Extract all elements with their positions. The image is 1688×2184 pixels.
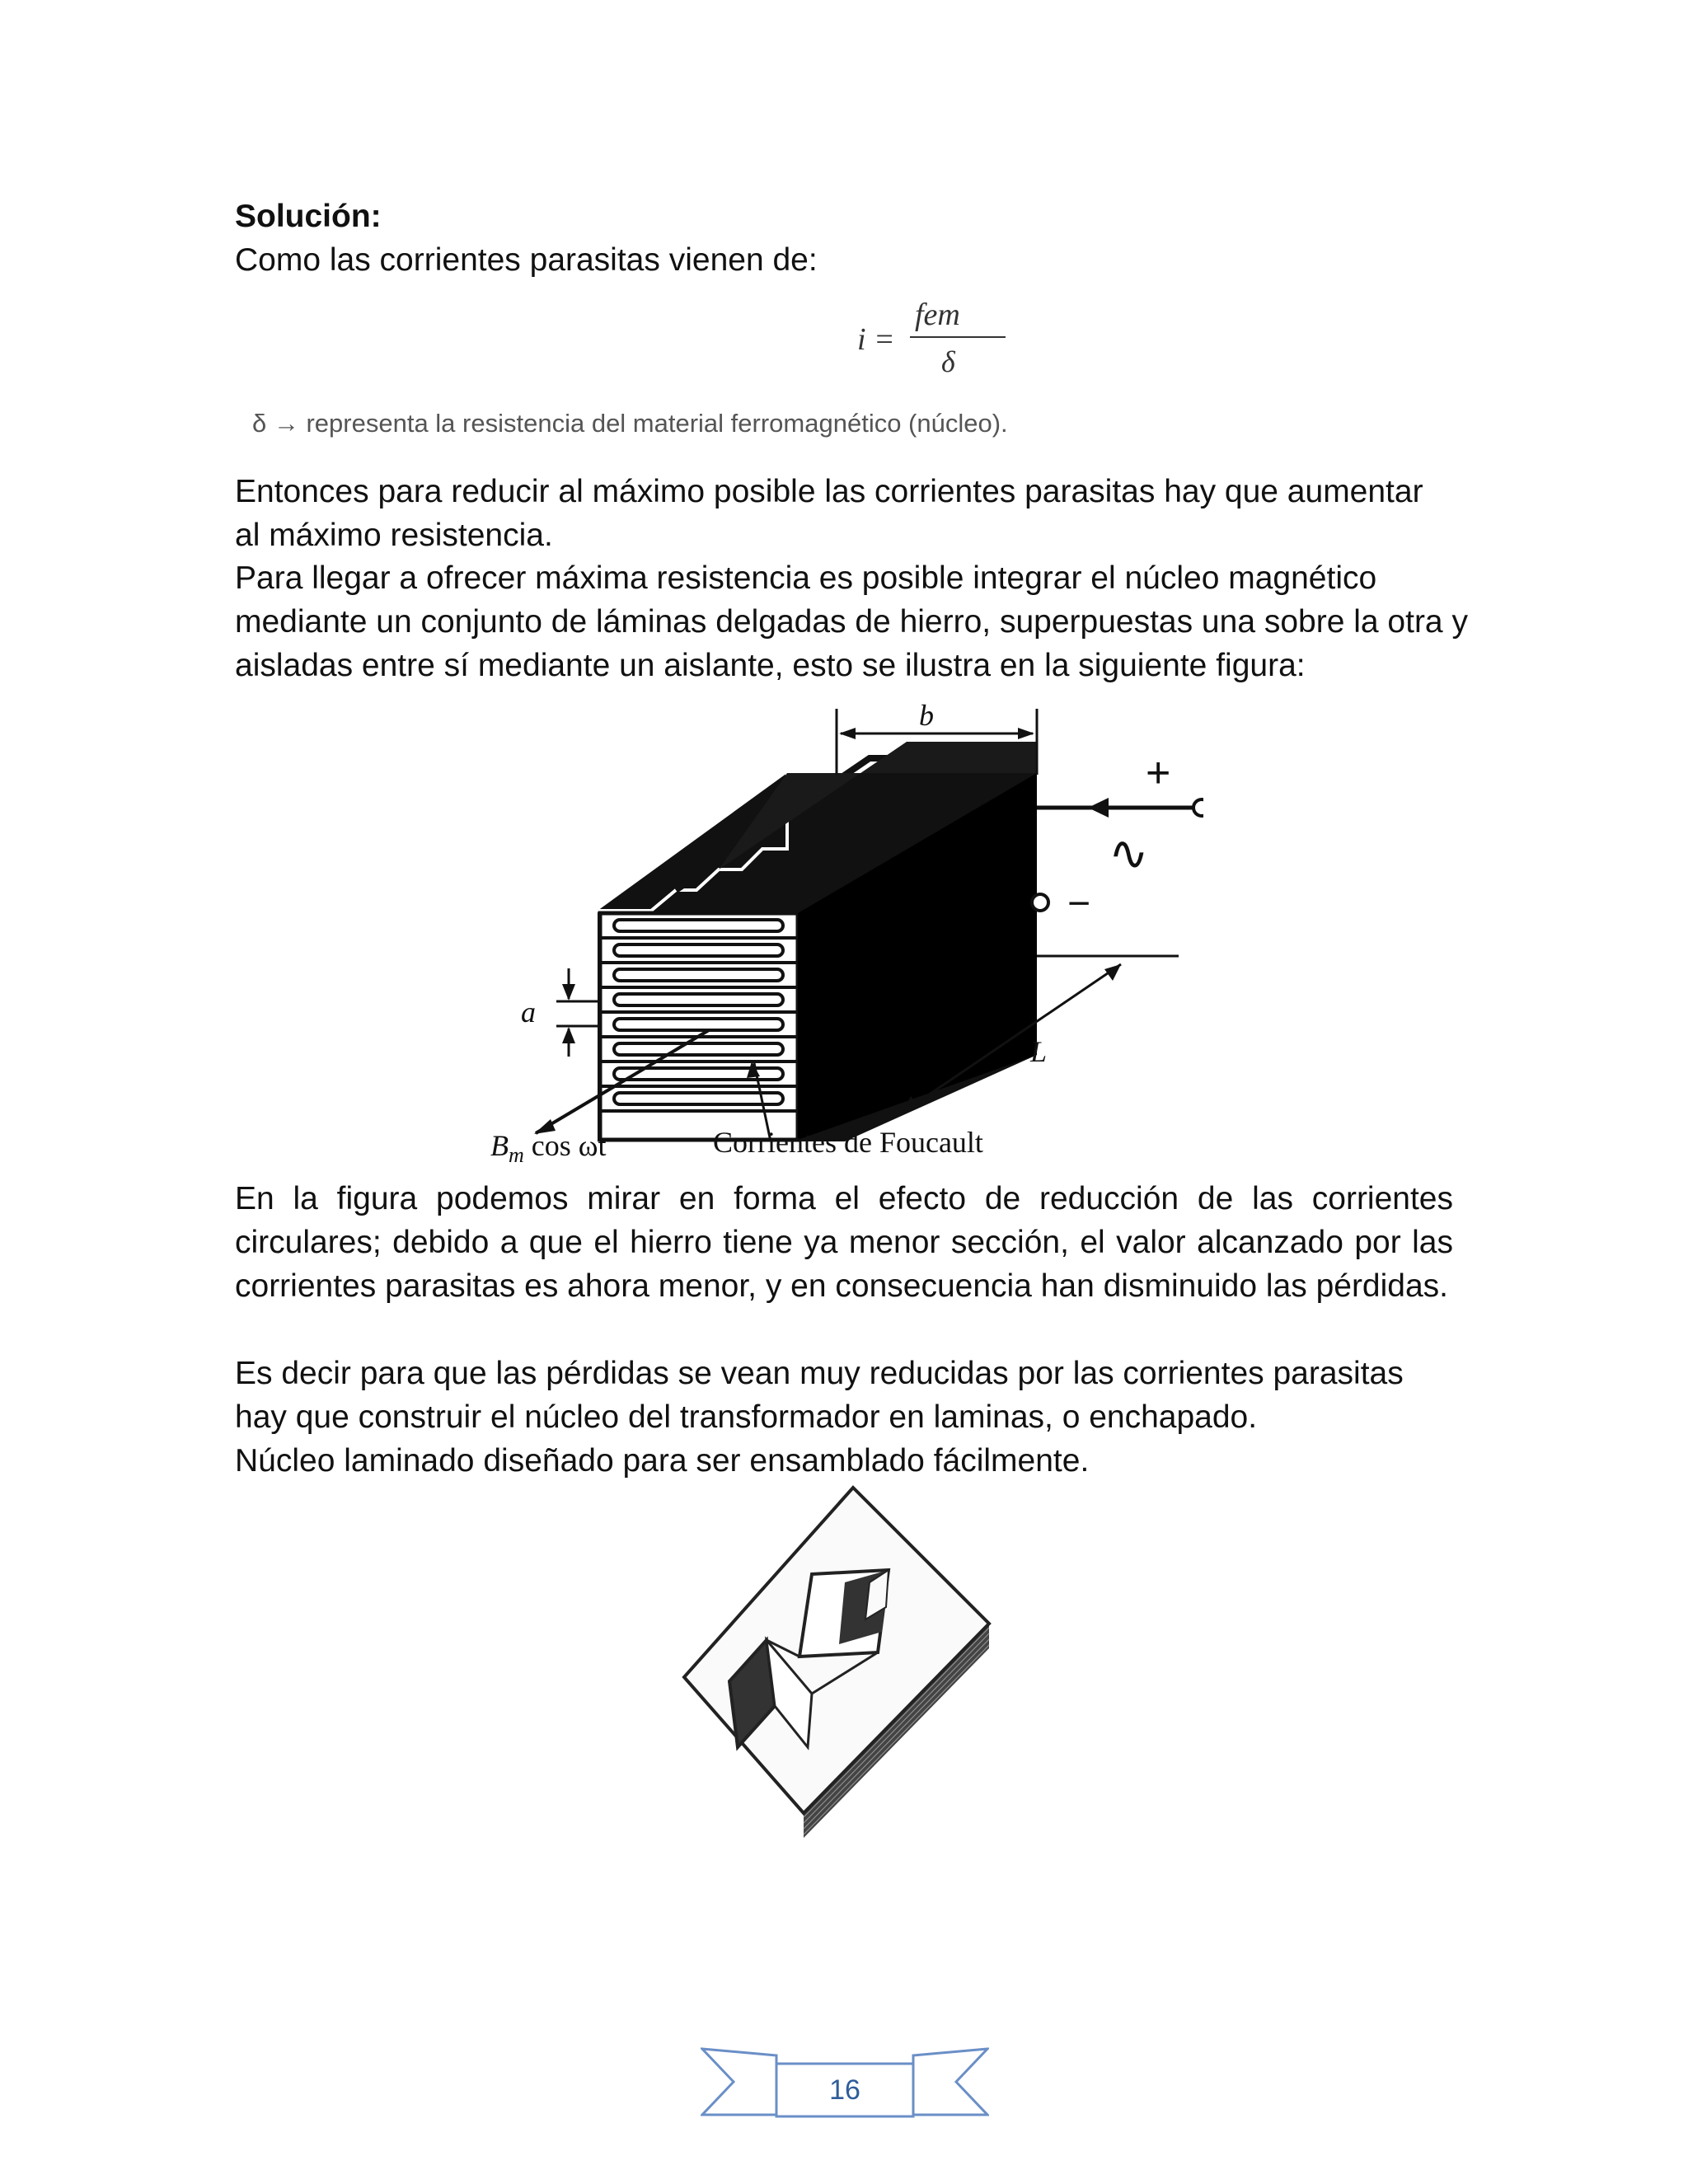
formula-lhs: i = — [857, 322, 895, 357]
label-bm-subscript: m — [509, 1143, 524, 1162]
paragraph-reduce-currents: Entonces para reducir al máximo posible las corrientes parasitas hay que aumentar al máximo resistencia. — [235, 474, 1423, 553]
label-minus: − — [1067, 882, 1091, 926]
laminated-core-eddy-current-figure — [462, 701, 1203, 1162]
svg-text:Bm cos ωt — [490, 1129, 606, 1162]
paragraph-intro: Como las corrientes parasitas vienen de: — [235, 242, 818, 278]
label-a: a — [521, 996, 536, 1029]
label-b: b — [919, 701, 934, 732]
page-number-ribbon — [701, 2044, 989, 2126]
formula-fraction-bar — [910, 336, 1006, 338]
delta-definition-note: δ → representa la resistencia del material ferromagnético (núcleo). — [252, 409, 1008, 438]
label-foucault: Corrientes de Foucault — [713, 1126, 983, 1159]
label-L: L — [1030, 1035, 1048, 1068]
laminated-transformer-core-figure — [676, 1483, 1022, 1863]
paragraph-laminated-core: Para llegar a ofrecer máxima resistencia es posible integrar el núcleo magnético mediante un conjunto de láminas delgadas de hierro, superpuestas una sobre la otra y aisladas entre sí mediante un aislante, esto se ilustra en la siguiente figura: — [235, 560, 1468, 683]
formula-numerator: fem — [915, 298, 960, 332]
paragraph-core-caption: Núcleo laminado diseñado para ser ensamblado fácilmente. — [235, 1443, 1090, 1479]
paragraph-conclusion: Es decir para que las pérdidas se vean muy reducidas por las corrientes parasitas hay que construir el núcleo del transformador en laminas, o enchapado. — [235, 1356, 1404, 1435]
label-bm-rest: cos ωt — [523, 1129, 607, 1162]
label-plus: + — [1146, 749, 1171, 797]
paragraph-figure-explanation: En la figura podemos mirar en forma el efecto de reducción de las corrientes circulares; debido a que el hierro tiene ya menor sección, el valor alcanzado por las corrientes parasitas es ahora menor, y en consecuencia han disminuido las pérdidas. — [235, 1181, 1453, 1304]
formula-denominator: δ — [941, 345, 955, 378]
page-number: 16 — [829, 2074, 860, 2106]
solution-heading: Solución: — [235, 199, 382, 234]
label-bm: B — [490, 1129, 509, 1162]
label-tilde: ∿ — [1109, 827, 1149, 880]
